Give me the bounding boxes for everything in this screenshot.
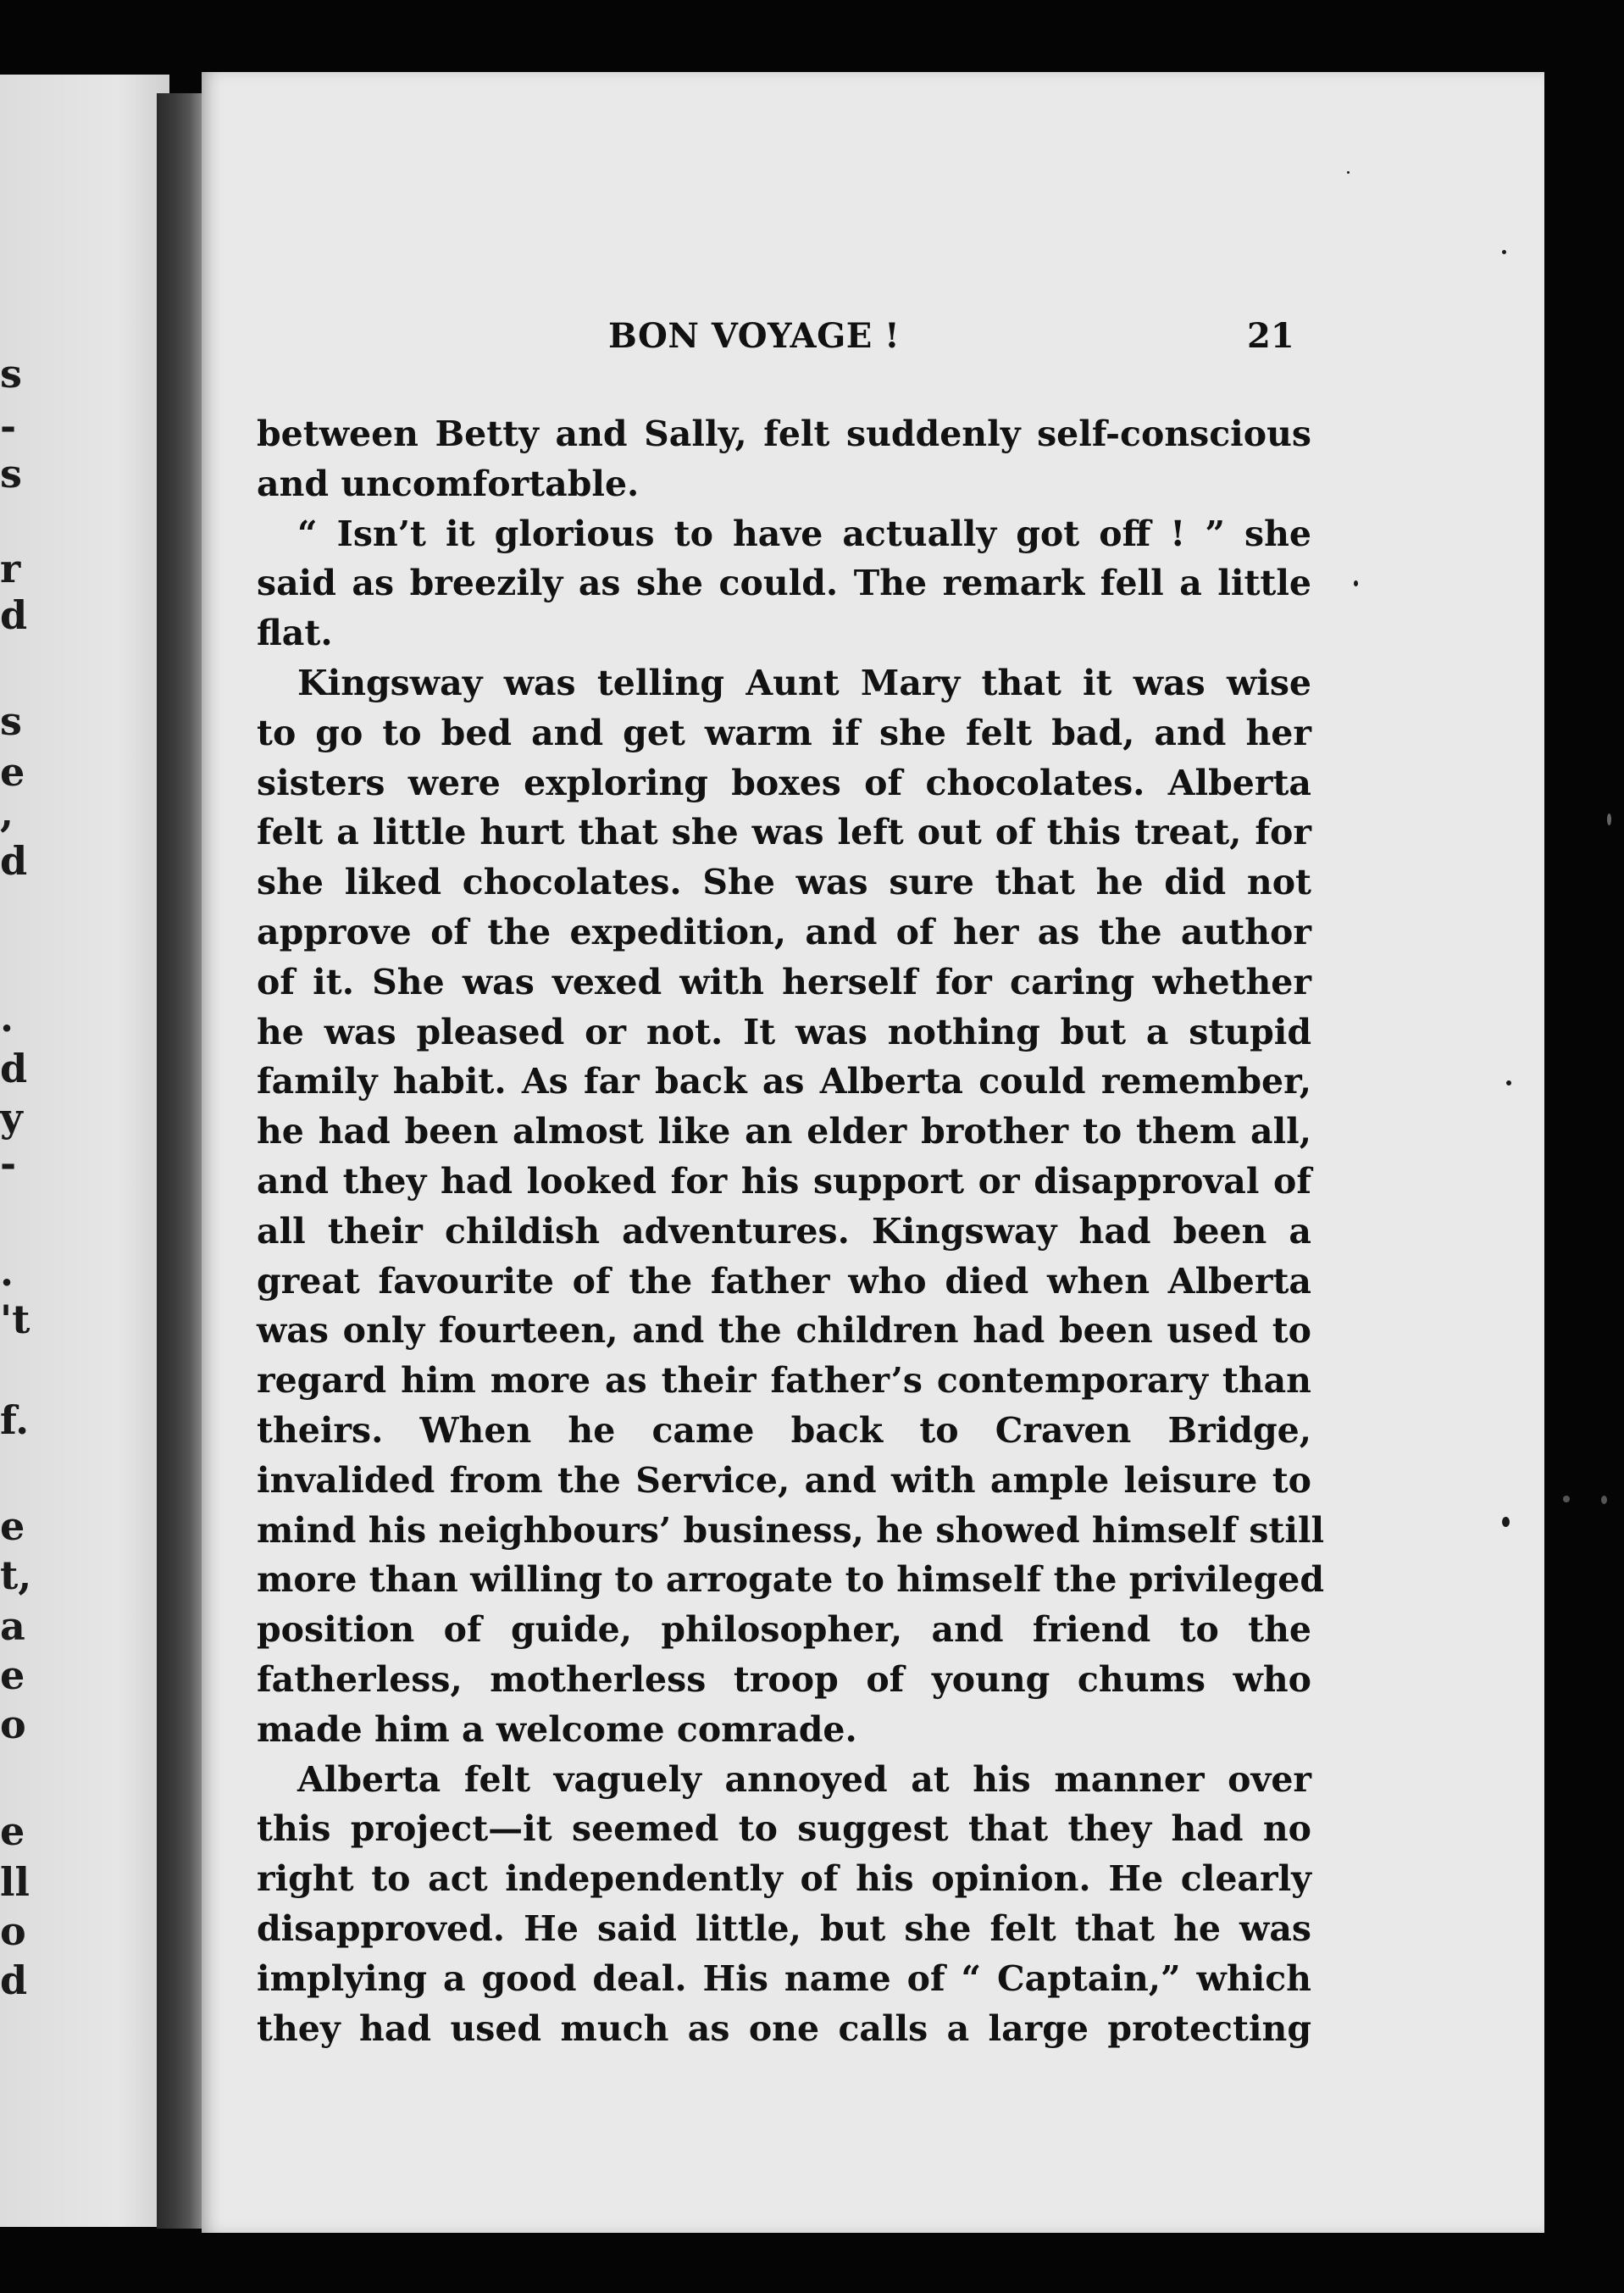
left-page-fragment: d bbox=[0, 1957, 28, 2003]
left-page-fragment: s bbox=[0, 451, 22, 497]
left-page-fragment: e bbox=[0, 1503, 25, 1549]
left-page-fragment: - bbox=[0, 1141, 17, 1186]
text-line: “ Isn’t it glorious to have actually got off ! ” she bbox=[297, 513, 1311, 554]
ink-speck bbox=[1502, 1517, 1510, 1527]
left-page-fragment: t, bbox=[0, 1552, 32, 1598]
text-line: of it. She was vexed with herself for caring whether bbox=[257, 961, 1311, 1002]
text-line: made him a welcome comrade. bbox=[257, 1708, 857, 1750]
text-line: Kingsway was telling Aunt Mary that it was wise bbox=[297, 662, 1311, 703]
ink-speck bbox=[1563, 1496, 1570, 1502]
text-line: and they had looked for his support or disapproval of bbox=[257, 1160, 1311, 1202]
text-line: all their childish adventures. Kingsway had been a bbox=[257, 1210, 1311, 1252]
running-head bbox=[202, 311, 1328, 362]
text-line: sisters were exploring boxes of chocolates. Alberta bbox=[257, 762, 1311, 803]
text-line: this project—it seemed to suggest that they had no bbox=[257, 1808, 1311, 1850]
left-page-fragment: o bbox=[0, 1702, 26, 1747]
left-page-fragment: e bbox=[0, 1808, 25, 1854]
text-line: position of guide, philosopher, and friend to the bbox=[257, 1609, 1311, 1651]
text-line: they had used much as one calls a large protecting bbox=[257, 2007, 1311, 2049]
ink-speck bbox=[1347, 171, 1350, 174]
text-line: implying a good deal. His name of “ Captain,” which bbox=[257, 1957, 1311, 1999]
left-page-fragment: s bbox=[0, 351, 22, 397]
left-page-fragment: r bbox=[0, 546, 21, 591]
text-line: great favourite of the father who died when Alberta bbox=[257, 1260, 1311, 1302]
left-page-fragment: e bbox=[0, 749, 25, 795]
text-line: said as breezily as she could. The remark fell a little bbox=[257, 563, 1311, 604]
text-line: regard him more as their father’s contemporary than bbox=[257, 1360, 1311, 1402]
book-page bbox=[202, 72, 1544, 2233]
text-line: she liked chocolates. She was sure that he did not bbox=[257, 862, 1311, 903]
left-page-fragment: y bbox=[0, 1095, 23, 1141]
text-line: right to act independently of his opinion. He clearly bbox=[257, 1858, 1311, 1900]
left-page-fragment: 't bbox=[0, 1296, 30, 1342]
text-line: more than willing to arrogate to himself the privileged bbox=[257, 1559, 1325, 1601]
left-page-fragment: . bbox=[0, 995, 14, 1041]
text-line: approve of the expedition, and of her as the author bbox=[257, 911, 1311, 952]
text-line: and uncomfortable. bbox=[257, 463, 640, 504]
text-line: Alberta felt vaguely annoyed at his manner over bbox=[297, 1758, 1311, 1800]
page-number: 21 bbox=[1247, 316, 1294, 356]
left-page-fragment: f. bbox=[0, 1397, 30, 1443]
left-page-fragment: d bbox=[0, 1046, 28, 1091]
text-line: he had been almost like an elder brother to them all, bbox=[257, 1111, 1311, 1152]
text-line: fatherless, motherless troop of young chums who bbox=[257, 1658, 1311, 1700]
text-line: invalided from the Service, and with ample leisure to bbox=[257, 1459, 1311, 1501]
text-line: theirs. When he came back to Craven Bridge, bbox=[257, 1409, 1311, 1451]
ink-speck bbox=[1607, 813, 1611, 825]
text-line: felt a little hurt that she was left out of this treat, for bbox=[257, 812, 1311, 853]
left-page-fragment: , bbox=[0, 790, 14, 836]
text-line: flat. bbox=[257, 613, 333, 654]
left-page-fragment: o bbox=[0, 1908, 26, 1954]
text-line: to go to bed and get warm if she felt bad, and her bbox=[257, 712, 1311, 753]
running-title: BON VOYAGE ! bbox=[608, 316, 901, 356]
left-page-fragment: s bbox=[0, 698, 22, 744]
left-page-fragment: e bbox=[0, 1652, 25, 1698]
left-page-fragment: ll bbox=[0, 1859, 30, 1905]
text-line: disapproved. He said little, but she felt that he was bbox=[257, 1907, 1311, 1949]
ink-speck bbox=[1502, 250, 1506, 254]
facing-page-edge bbox=[0, 75, 169, 2227]
ink-speck bbox=[1354, 580, 1358, 586]
left-page-fragment: a bbox=[0, 1603, 25, 1649]
left-page-fragment: . bbox=[0, 1249, 14, 1295]
body-text bbox=[257, 409, 1325, 2053]
book-gutter-shadow bbox=[157, 93, 203, 2229]
text-line: between Betty and Sally, felt suddenly self-conscious bbox=[257, 414, 1311, 454]
ink-speck bbox=[1601, 1496, 1607, 1504]
text-line: mind his neighbours’ business, he showed himself still bbox=[257, 1509, 1325, 1551]
text-line: family habit. As far back as Alberta could remember, bbox=[257, 1061, 1311, 1102]
left-page-fragment: - bbox=[0, 403, 17, 449]
text-line: was only fourteen, and the children had been used to bbox=[257, 1310, 1311, 1352]
left-page-fragment: d bbox=[0, 592, 28, 638]
text-line: he was pleased or not. It was nothing but a stupid bbox=[257, 1011, 1311, 1052]
left-page-fragment: d bbox=[0, 838, 28, 884]
ink-speck bbox=[1506, 1080, 1511, 1085]
